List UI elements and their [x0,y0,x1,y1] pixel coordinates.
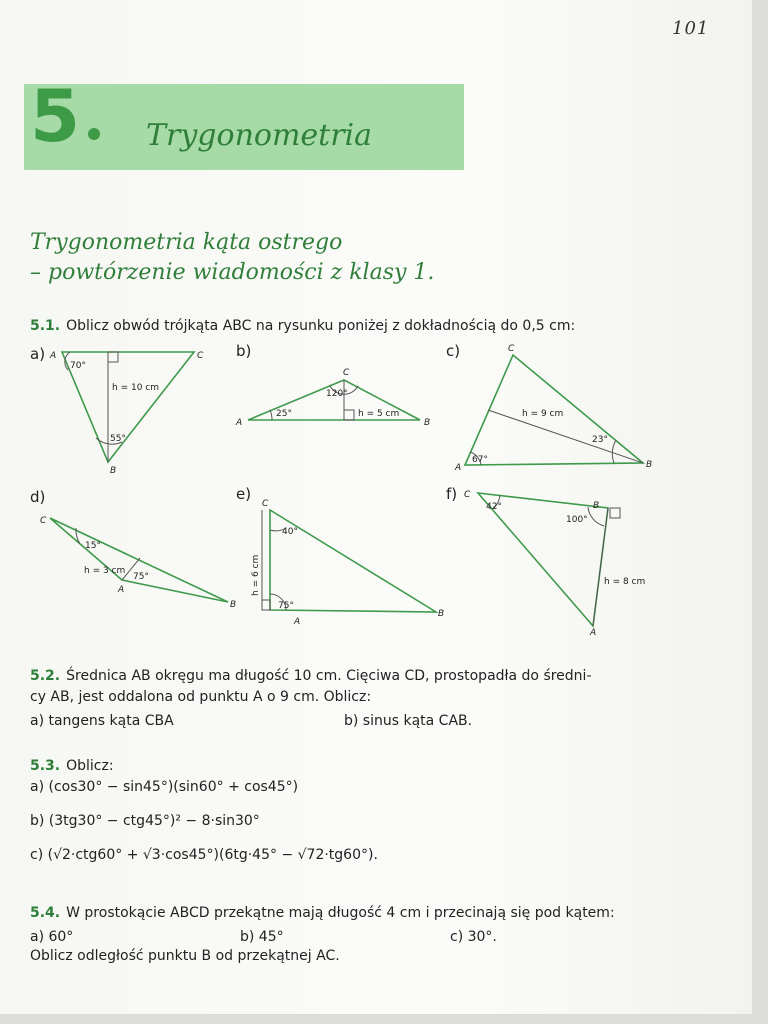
vertex-label: B [424,418,431,428]
angle-arc [270,410,272,420]
vertex-label: B [230,600,237,610]
angle-label: 55° [110,434,126,444]
exercise-5-2-b: b) sinus kąta CAB. [344,713,473,729]
figure-label-b: b) [236,342,252,360]
angle-label: 40° [282,527,298,537]
exercise-5-4-a: a) 60° [30,929,74,945]
height-label: h = 8 cm [604,577,646,587]
page-number: 101 [672,18,710,39]
chapter-title: Trygonometria [146,118,373,153]
angle-arc [612,440,616,463]
height-line-f [593,508,608,626]
exercise-5-4-tail: Oblicz odległość punktu B od przekątnej AC. [30,948,340,964]
vertex-label: C [464,490,471,500]
angle-label: 75° [133,572,149,582]
height-label: h = 9 cm [522,409,564,419]
vertex-label: C [40,516,47,526]
figure-label-f: f) [446,485,458,503]
figure-label-a: a) [30,345,46,363]
exercise-5-4-c: c) 30°. [450,929,497,945]
vertex-label: B [110,466,117,476]
angle-label: 25° [276,409,292,419]
exercise-text: W prostokącie ABCD przekątne mają długość 4 cm i przecinają się pod kątem: [66,905,615,921]
height-line-c [488,410,643,463]
height-label: h = 6 cm [251,554,261,596]
right-angle-mark [108,352,118,362]
figure-label-e: e) [236,485,252,503]
exercise-text: Oblicz: [66,758,114,774]
section-title-line2: – powtórzenie wiadomości z klasy 1. [30,260,435,285]
exercise-5-2-a: a) tangens kąta CBA [30,713,174,729]
triangle-e [270,510,436,612]
angle-label: 100° [566,515,588,525]
exercise-5-2 [30,668,592,684]
height-label: h = 5 cm [358,409,400,419]
exercise-number: 5.4. [30,905,61,921]
vertex-label: B [438,609,445,619]
exercise-5-3-b: b) (3tg30° − ctg45°)² − 8·sin30° [30,813,260,829]
exercise-5-3-c: c) (√2·ctg60° + √3·cos45°)(6tg·45° − √72·tg60°). [30,847,378,863]
angle-label: 70° [70,361,86,371]
vertex-label: A [236,418,243,428]
right-angle-mark [262,600,270,610]
vertex-label: B [593,501,600,511]
exercise-5-4 [30,905,615,921]
chapter-number: 5 [30,74,81,158]
exercise-number: 5.3. [30,758,61,774]
section-title-line1: Trygonometria kąta ostrego [30,230,343,255]
height-label: h = 10 cm [112,383,159,393]
exercise-number: 5.1. [30,318,61,334]
vertex-label: A [590,628,597,638]
angle-label: 15° [85,541,101,551]
vertex-label: C [262,499,269,509]
figure-label-d: d) [30,488,46,506]
vertex-label: A [455,463,462,473]
exercise-text: Średnica AB okręgu ma długość 10 cm. Cięciwa CD, prostopadła do średni- [66,668,592,684]
right-angle-mark [344,410,354,420]
angle-label: 42° [486,502,502,512]
vertex-label: A [50,351,57,361]
figure-label-c: c) [446,342,461,360]
angle-label: 75° [278,601,294,611]
vertex-label: C [508,344,515,354]
vertex-label: C [197,351,204,361]
vertex-label: A [294,617,301,627]
vertex-label: B [646,460,653,470]
exercise-5-2-line2: cy AB, jest oddalona od punktu A o 9 cm. Oblicz: [30,689,372,705]
exercise-5-4-b: b) 45° [240,929,284,945]
height-label: h = 3 cm [84,566,126,576]
vertex-label: A [118,585,125,595]
angle-label: 23° [592,435,608,445]
exercise-number: 5.2. [30,668,61,684]
exercise-5-3 [30,758,114,774]
exercise-5-3-a: a) (cos30° − sin45°)(sin60° + cos45°) [30,779,299,795]
angle-label: 67° [472,455,488,465]
right-angle-mark [610,508,620,518]
triangle-f [478,493,608,626]
angle-label: 120° [326,389,348,399]
vertex-label: C [343,368,350,378]
exercise-text: Oblicz obwód trójkąta ABC na rysunku poniżej z dokładnością do 0,5 cm: [66,318,576,334]
